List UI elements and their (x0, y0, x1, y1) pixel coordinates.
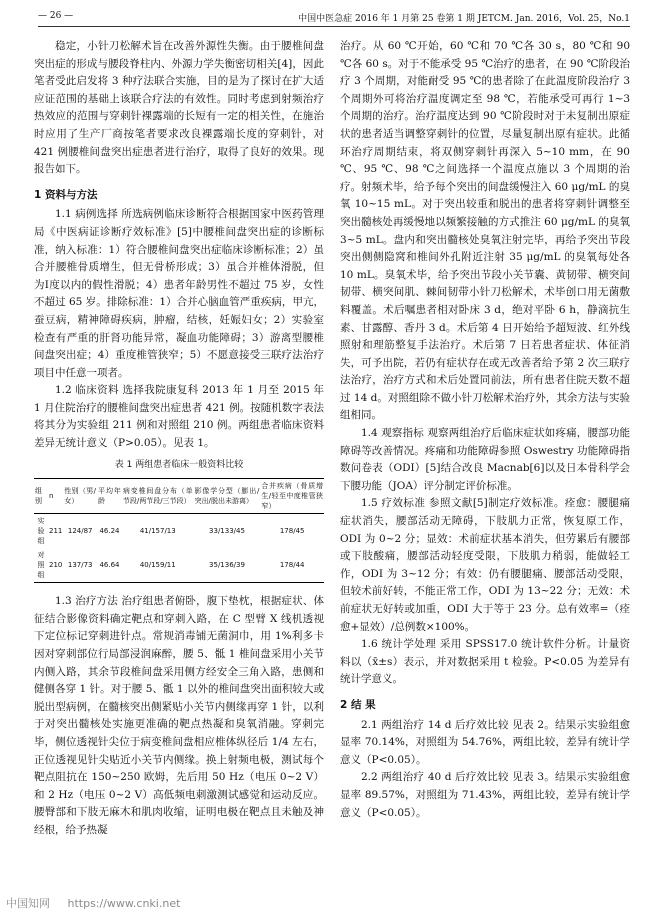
paragraph-treatment-continued: 治疗。从 60 ℃开始，60 ℃和 70 ℃各 30 s，80 ℃和 90 ℃各 60 s。对于不能承受 95 ℃治疗的患者，在 90 ℃阶段治疗 3 个周期，对能耐受 95 ℃的患者除了在此温度阶段治疗 3 个周期外可将治疗温度调定至 98 ℃，若能承受可再行 1~3 个周期的治疗。治疗温度达到 90 ℃阶段时对于未复制出原症状的患者适当调整穿刺针的位置，尽量复制出原有症状。此循环治疗周期结束，将双侧穿刺针再深入 5~10 mm，在 90 ℃、95 ℃、98 ℃之间选择一个温度点施以 3 个周期的治疗。射频术毕，给予每个突出的间盘缓慢注入 60 μg/mL 的臭氧 10~15 mL。对于突出较重和脱出的患者将穿刺针调整至突出髓核处再缓慢地以频繁接触的方式推注 60 μg/mL 的臭氧 3~5 mL。盘内和突出髓核处臭氧注射完毕，再给予突出节段突出侧侧隐窝和椎间外孔附近注射 35 μg/mL 的臭氧每处各 10 mL。臭氧术毕，给予突出节段小关节囊、黄韧带、横突间韧带、横突间肌、棘间韧带小针刀松解术，术毕创口用无菌敷料覆盖。术后嘱患者相对卧床 3 d，绝对平卧 6 h，静滴抗生素、甘露醇、香丹 3 d。术后第 4 日开始给予超短波、红外线照射和理筋整复手法治疗。术后第 7 日若患者症状、体征消失，可予出院，若仍有症状存在或无改善者给予第 2 次三联疗法治疗，治疗方式和术后处置同前法，所有患者住院天数不超过 14 d。对照组除不做小针刀松解术治疗外，其余方法与实验组相同。 (340, 40, 630, 422)
table-header: 影像学分型（膨出/突出/脱出未游离） (194, 479, 261, 514)
table-cell: 40/159/11 (122, 548, 194, 583)
table-row (34, 514, 324, 549)
paragraph-statistics: 1.6 统计学处理 采用 SPSS17.0 统计软件分析。计量资料以（x̄±s）表示，并对数据采用 t 检验。P<0.05 为差异有统计学意义。 (340, 638, 630, 686)
table-cell: 35/136/39 (194, 548, 261, 583)
table-cell: 178/44 (260, 548, 324, 583)
paragraph-observation-index: 1.4 观察指标 观察两组治疗后临床症状如疼痛，腰部功能障碍等改善情况。疼痛和功能障碍参照 Oswestry 功能障碍指数问卷表（ODI）[5]结合改良 Macnab[6]以及日本骨科学会下腰功能（JOA）评分制定评价标准。 (340, 427, 630, 492)
table-header: 合并疾病（骨质增生/轻至中度椎管狭窄） (260, 479, 324, 514)
left-column (34, 38, 324, 840)
section-heading-methods: 1 资料与方法 (34, 188, 98, 201)
paragraph-treatment-method: 1.3 治疗方法 治疗组患者俯卧，腹下垫枕，根据症状、体征结合影像资料确定靶点和穿刺入路，在 C 型臂 X 线机透视下定位标记穿刺进针点。常规消毒铺无菌洞巾，用 1%利多卡因对穿刺部位行局部浸润麻醉，腰 5、骶 1 椎间盘采用小关节内侧入路，其余节段椎间盘采用侧方经安全三角入路，患侧和健侧各穿 1 针。对于腰 5、骶 1 以外的椎间盘突出面积较大或脱出型病例，在髓核突出侧紧贴小关节内侧缘再穿 1 针，以利于对突出髓核处实施更准确的靶点热凝和臭氧消融。穿刺完毕，侧位透视针尖位于病变椎间盘相应椎体纵径后 1/4 左右，正位透视见针尖贴近小关节内侧缘。换上射频电极，测试每个靶点阻抗在 150~250 欧姆，先后用 50 Hz（电压 0~2 V）和 2 Hz（电压 0~2 V）高低频电刺激测试感觉和运动反应。腰臀部和下肢无麻木和肌肉收缩，证明电极在靶点且未触及神经根，给予热凝 (34, 595, 324, 836)
page-number: — 26 — (38, 11, 74, 21)
running-header (38, 8, 630, 27)
table-cell: 46.24 (99, 527, 120, 536)
table-header: 平均年龄 (97, 479, 122, 514)
paragraph-efficacy-criteria: 1.5 疗效标准 参照文献[5]制定疗效标准。痊愈：腰腿痛症状消失，腰部活动无障碍，下肢肌力正常，恢复原工作，ODI 为 0~2 分；显效：术前症状基本消失，但劳累后有腰部或下肢酸痛，腰部活动轻度受限，下肢肌力稍弱，能做轻工作，ODI 为 3~12 分；有效：仍有腰腿痛、腰部活动受限，但较术前好转，不能正常工作，ODI 为 13~22 分；无效：术前症状无好转或加重，ODI 大于等于 23 分。总有效率=（痊愈+显效）/总例数×100%。 (340, 497, 630, 633)
table-cell: 46.64 (97, 548, 122, 583)
paragraph-clinical-data: 1.2 临床资料 选择我院康复科 2013 年 1 月至 2015 年 1 月住院治疗的腰椎间盘突出症患者 421 例。按随机数字表法将其分为实验组 211 例和对照组 210 例。两组患者临床资料差异无统计意义（P>0.05）。见表 1。 (34, 384, 324, 450)
table-header: 组 别 (34, 479, 48, 514)
table-cell: 210 (48, 548, 63, 583)
table-header: 性别（男/女） (63, 479, 97, 514)
watermark-url: https://www.cnki.net (67, 897, 181, 910)
table-cell: 211 (48, 527, 63, 536)
paragraph-case-selection: 1.1 病例选择 所选病例临床诊断符合根据国家中医药管理局《中医病证诊断疗效标准》[5]中腰椎间盘突出症的诊断标准，纳入标准：1）符合腰椎间盘突出症临床诊断标准；2）虽合并腰椎骨质增生，但无骨桥形成；3）虽合并椎体滑脱，但为Ⅰ度以内的假性滑脱；4）患者年龄男性不超过 75 岁，女性不超过 65 岁。排除标准：1）合并心脑血管严重疾病，甲亢，蚕豆病，精神障碍疾病，肿瘤，结核，妊娠妇女；2）实验室检查有严重的肝肾功能异常，凝血功能障碍；3）游离型腰椎间盘突出症；4）重度椎管狭窄；5）不愿意接受三联疗法治疗项目中任意一项者。 (34, 208, 324, 379)
table-header: 病变椎间盘分布（单节段/两节段/三节段） (122, 479, 194, 514)
table-row (34, 548, 324, 583)
right-column (340, 38, 630, 822)
clinical-data-table (34, 478, 324, 583)
journal-citation: 中国中医急症 2016 年 1 月第 25 卷第 1 期 JETCM. Jan. 2016，Vol. 25，No.1 (298, 14, 630, 24)
table-cell: 124/87 (67, 527, 93, 536)
section-heading-results: 2 结 果 (340, 698, 376, 711)
table-cell: 实验组 (37, 517, 45, 546)
table-cell: 对照组 (34, 548, 48, 583)
paragraph-result-40d: 2.2 两组治疗 40 d 后疗效比较 见表 3。结果示实验组愈显率 89.57%，对照组为 71.43%，两组比较，差异有统计学意义（P<0.05）。 (340, 771, 630, 819)
watermark-site: 中国知网 (6, 897, 50, 910)
table-cell: 33/133/45 (209, 527, 245, 536)
table-header: n (48, 479, 63, 514)
intro-paragraph: 稳定，小针刀松解术旨在改善外源性失衡。由于腰椎间盘突出症的形成与腰段脊柱内、外源力学失衡密切相关[4]，因此笔者受此启发将 3 种疗法联合实施，目的是为了探讨在扩大适应证范围的基础上该联合疗法的有效性。同时考虑到射频治疗热效应的范围与穿刺针裸露端的长短有一定的相关性，在施治时应用了生产厂商按笔者要求改良裸露端长度的穿刺针，对 421 例腰椎间盘突出症患者进行治疗，取得了良好的效果。现报告如下。 (34, 40, 324, 176)
cnki-watermark (6, 895, 194, 911)
table-cell: 41/157/13 (139, 527, 176, 536)
table-caption: 表 1 两组患者临床一般资料比较 (114, 459, 244, 470)
paragraph-result-14d: 2.1 两组治疗 14 d 后疗效比较 见表 2。结果示实验组愈显率 70.14%，对照组为 54.76%，两组比较，差异有统计学意义（P<0.05）。 (340, 718, 630, 766)
table-cell: 178/45 (279, 527, 305, 536)
table-cell: 137/73 (63, 548, 97, 583)
